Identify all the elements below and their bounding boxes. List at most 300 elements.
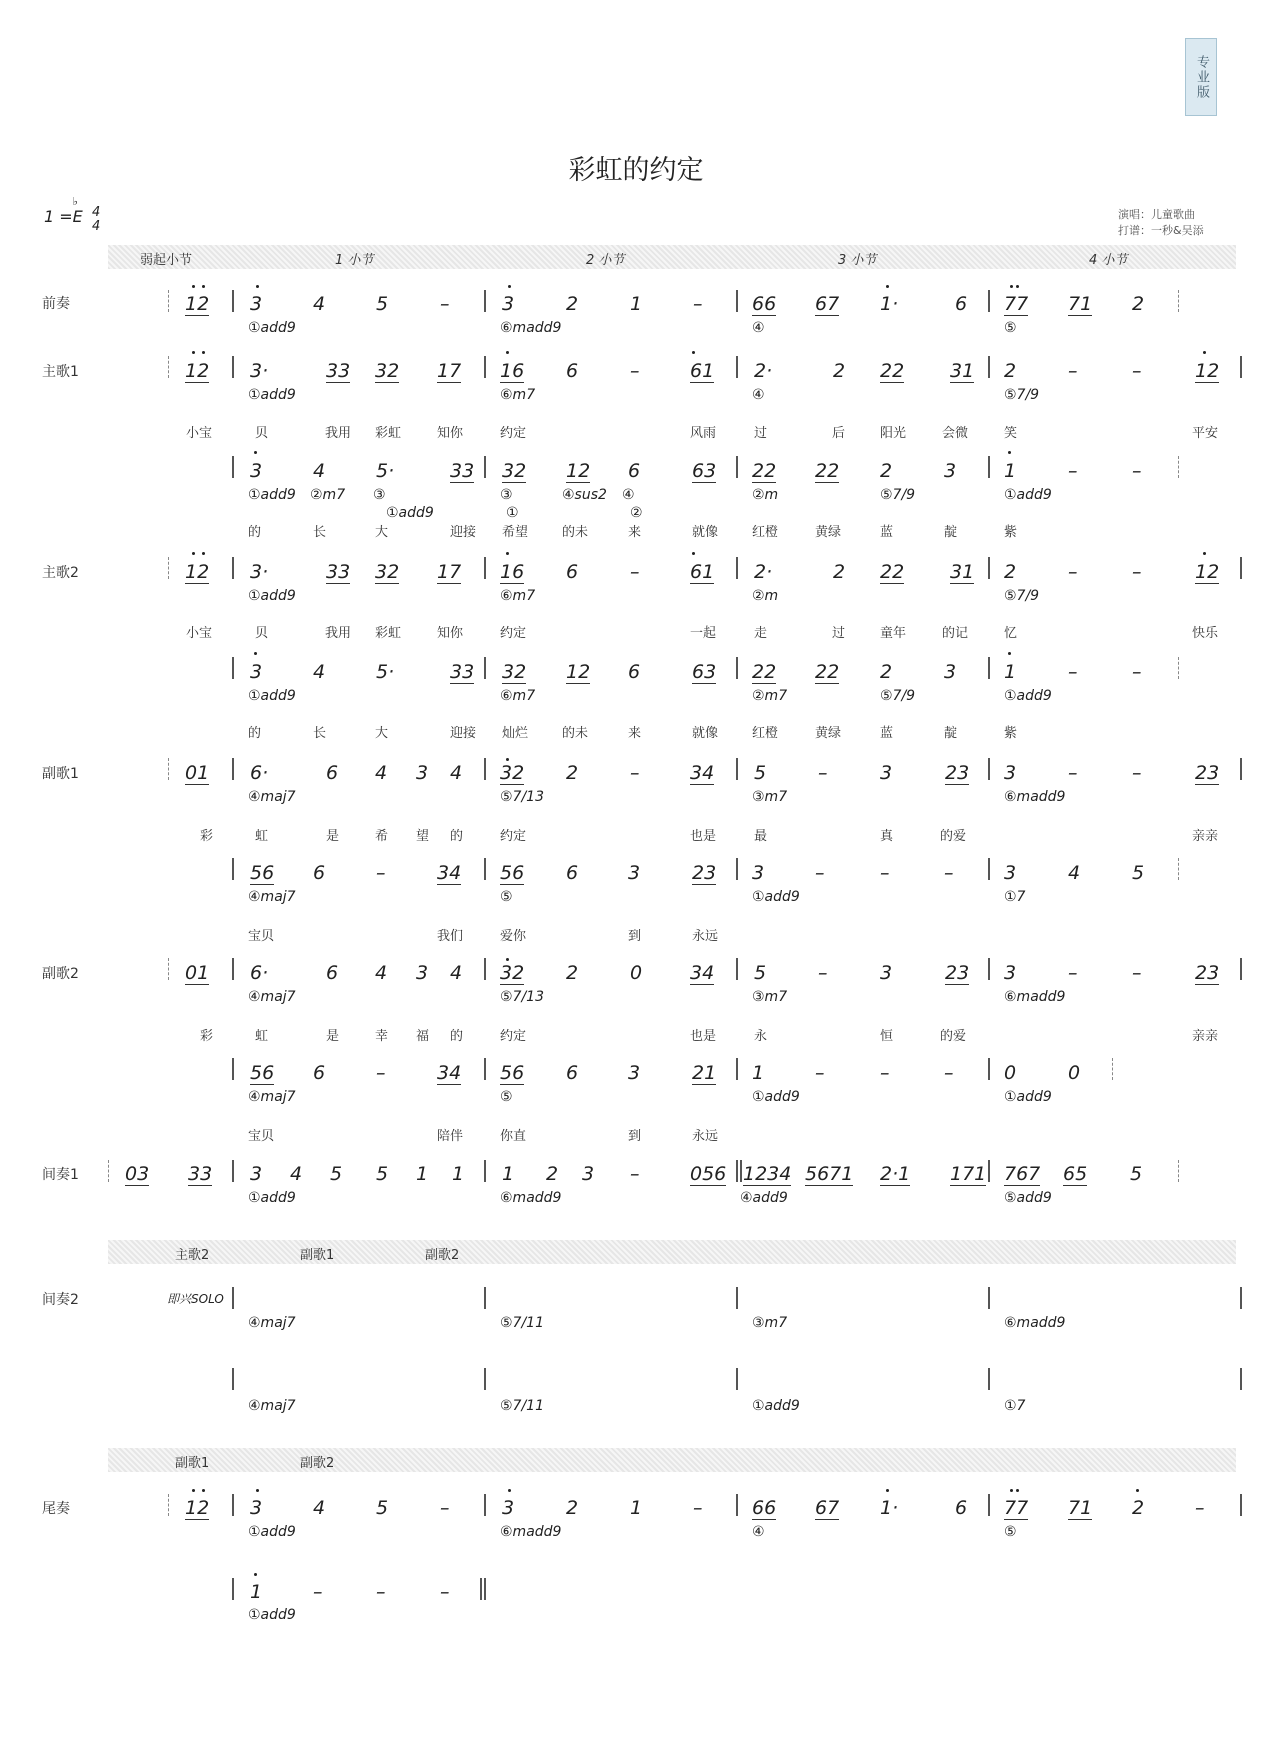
row_v1b-note: 4 [313,460,326,482]
row_v1b-lyric: 靛 [944,525,958,540]
row_v2a-note: 16 [500,561,525,583]
bar-line [484,1160,486,1182]
row_c2b-note: 0 [1004,1062,1017,1084]
row_v2b-chord: ①add9 [1004,688,1052,704]
row_v1a-note: – [1132,360,1142,382]
row_v2b-note: 2 [880,661,893,683]
row_c2b-note: 3 [628,1062,641,1084]
row_c1b-note: 56 [250,862,275,884]
row_i1-note: 1 [452,1163,465,1185]
row_c2a-lyric: 的爱 [940,1029,967,1044]
row_v2a-chord: ①add9 [248,588,296,604]
row_v1a-lyric: 平安 [1192,426,1219,441]
row_v1b-chord: ③ [373,487,386,503]
bar-line [988,356,990,378]
bar-line [988,290,990,312]
row_c2a-note: 3 [1004,962,1017,984]
row_i2b-chord: ④maj7 [248,1398,296,1414]
bar-line [232,657,234,679]
row_v1b-note: 5· [376,460,395,482]
bar-line [1240,557,1242,579]
row_c2a-note: 6 [326,962,339,984]
bar-line [736,1287,738,1309]
bar-label-3: 3 小节 [838,253,877,268]
row_v1b-note: – [1132,460,1142,482]
row_v1a-note: 3· [250,360,269,382]
bar-line [232,557,234,579]
section-band-3 [108,1448,1236,1472]
row_v1b-lyric: 大 [375,525,389,540]
row_c2b-chord: ①add9 [752,1089,800,1105]
row_v1b-chord: ④sus2 [562,487,607,503]
row_prelude-note: 3 [502,293,515,315]
row_prelude-note: – [693,293,703,315]
octave-dot [202,351,205,354]
row_c1a-note: 2 [566,762,579,784]
row_v2b-note: 3 [250,661,263,683]
row_c1a-lyric: 望 [416,829,430,844]
row_outro-note: 1· [880,1497,899,1519]
row_v1a-note: 2· [754,360,773,382]
row_v2a-lyric: 小宝 [186,626,213,641]
row_v2a-lyric: 忆 [1004,626,1018,641]
row_outro-note: 2 [1132,1497,1145,1519]
bar-line [484,958,486,980]
octave-dot [1008,652,1011,655]
row_prelude-note: 5 [376,293,389,315]
row_v1b-note: 3 [250,460,263,482]
row_v1b-note: 2 [880,460,893,482]
bar-label-band [108,245,1236,269]
row_v2b-chord: ②m7 [752,688,788,704]
row_end-note: – [440,1581,450,1603]
bar-line [736,1494,738,1516]
row_c1b-note: 3 [1004,862,1017,884]
time-signature [92,206,100,234]
row_c1a-lyric: 最 [754,829,768,844]
bar-line [232,1160,234,1182]
time-bottom: 4 [92,219,101,234]
row_v1a-lyric: 后 [832,426,846,441]
row_i1-note: 3 [250,1163,263,1185]
bar-line-dashed [108,1160,109,1182]
row_v1b-note: – [1068,460,1078,482]
row_v2a-note: – [630,561,640,583]
row_v2b-note: 33 [450,661,475,683]
row_v1b-note: 12 [566,460,591,482]
row_outro-note: 1 [630,1497,643,1519]
bar-line-dashed [168,1494,169,1516]
row_end-note: – [313,1581,323,1603]
row_v2a-note: 6 [566,561,579,583]
row_outro-note: – [693,1497,703,1519]
edition-tab: 专业版 [1185,38,1217,116]
row_v2b-lyric: 靛 [944,726,958,741]
row_prelude-chord: ④ [752,320,765,336]
row_outro-chord: ⑤ [1004,1524,1017,1540]
bar-line [1240,1368,1242,1390]
bar-line [736,1368,738,1390]
bar-line [1240,1287,1242,1309]
row_c1b-note: – [815,862,825,884]
bar-label-pickup: 弱起小节 [140,253,193,268]
row_c2a-note: – [818,962,828,984]
bar-line [988,958,990,980]
row_c1a-lyric: 亲亲 [1192,829,1219,844]
section-chorus2: 副歌2 [42,966,79,982]
row_v1b-note: 32 [502,460,527,482]
row_v1b-chord: ①add9 [248,487,296,503]
row_c1b-note: – [880,862,890,884]
bar-line [736,858,738,880]
row_c2b-note: 6 [313,1062,326,1084]
row_v1a-note: 61 [690,360,715,382]
row_v2a-note: 2· [754,561,773,583]
octave-dot [886,285,889,288]
section-outro: 尾奏 [42,1501,70,1517]
row_c1b-chord: ④maj7 [248,889,296,905]
arranger-credit: 打谱：一秒&吴添 [1118,224,1204,237]
row_prelude-note: 71 [1068,293,1093,315]
octave-dot [506,958,509,961]
row_c1b-lyric: 我们 [437,929,464,944]
key-prefix: 1 = [44,207,73,226]
octave-dot [202,552,205,555]
row_c1a-note: 6 [326,762,339,784]
row_c1a-lyric: 虹 [255,829,269,844]
row_i1-note: 5 [330,1163,343,1185]
bar-line [484,1287,486,1309]
row_v1b-lyric: 蓝 [880,525,894,540]
row_prelude-note: – [440,293,450,315]
row_c2b-note: 1 [752,1062,765,1084]
row_c2a-note: 3 [416,962,429,984]
bar-line [988,1160,990,1182]
row_c2a-lyric: 幸 [375,1029,389,1044]
row_c1b-chord: ①7 [1004,889,1026,905]
row_v2b-lyric: 灿烂 [502,726,529,741]
row_c1b-note: 3 [628,862,641,884]
row_c1a-lyric: 真 [880,829,894,844]
row_outro-note: 5 [376,1497,389,1519]
bar-line [480,1578,482,1600]
bar-line-dashed [168,557,169,579]
row_v1a-chord: ⑥m7 [500,387,536,403]
row_c2a-chord: ④maj7 [248,989,296,1005]
row_v2a-note: 12 [1195,561,1220,583]
row_i1-chord: ⑤add9 [1004,1190,1052,1206]
row_c2b-lyric: 陪伴 [437,1129,464,1144]
row_v1a-lyric: 约定 [500,426,527,441]
octave-dot [506,758,509,761]
octave-dot [256,285,259,288]
row_i1-note: 65 [1063,1163,1088,1185]
bar-line [232,1287,234,1309]
row_c2a-chord: ⑥madd9 [1004,989,1066,1005]
row_c1b-note: 56 [500,862,525,884]
section-verse1: 主歌1 [42,364,79,380]
row_i2a-chord: ⑤7/11 [500,1315,544,1331]
row_v1a-chord: ⑤7/9 [1004,387,1040,403]
row_c2a-lyric: 的 [450,1029,464,1044]
octave-dot [692,552,695,555]
bar-line [1240,1494,1242,1516]
bar-line-dashed [168,958,169,980]
bar-line [484,290,486,312]
row_v1b-note: 63 [692,460,717,482]
row_v1a-note: 12 [185,360,210,382]
row_c2b-note: – [880,1062,890,1084]
row_i1-note: 1 [502,1163,515,1185]
row_c2b-note: 6 [566,1062,579,1084]
row_c1a-note: 3 [1004,762,1017,784]
row_c2a-note: 3 [880,962,893,984]
row_c2a-note: – [1068,962,1078,984]
row_i1-note: 3 [582,1163,595,1185]
row_v1b-chord: ②m [752,487,779,503]
row_v1b-note: 6 [628,460,641,482]
bar-line [232,958,234,980]
octave-dot [192,552,195,555]
bar-line-dashed [1178,858,1179,880]
octave-dot [192,351,195,354]
row_i1-note: 5 [1130,1163,1143,1185]
row_prelude-note: 1 [630,293,643,315]
row_v1a-lyric: 风雨 [690,426,717,441]
octave-dot [506,351,509,354]
row_v1b-note: 33 [450,460,475,482]
row_c2a-note: 34 [690,962,715,984]
row_v1b-chord: ①add9 [1004,487,1052,503]
bar-line [484,1494,486,1516]
row_prelude-chord: ①add9 [248,320,296,336]
octave-dot [692,351,695,354]
row_prelude-note: 77 [1004,293,1029,315]
section-band-2 [108,1240,1236,1264]
row_c1a-note: 01 [185,762,210,784]
row_v2b-note: 32 [502,661,527,683]
row_v1a-lyric: 笑 [1004,426,1018,441]
bar-line [1240,758,1242,780]
row_i1-note: 1 [416,1163,429,1185]
octave-dot [1016,1489,1019,1492]
bar-line [484,758,486,780]
bar-line [484,1578,486,1600]
row_outro-note: 6 [955,1497,968,1519]
row_v1b-lyric: 紫 [1004,525,1018,540]
row_v2a-lyric: 快乐 [1192,626,1219,641]
octave-dot [256,1489,259,1492]
row_c1a-lyric: 是 [326,829,340,844]
bar-label-1: 1 小节 [335,253,374,268]
row_v1b-chord: ①add9 [386,505,434,521]
row_v2b-lyric: 长 [313,726,327,741]
bar-line [988,758,990,780]
row_v1a-lyric: 会微 [942,426,969,441]
row_v1a-chord: ④ [752,387,765,403]
row_v1b-note: 3 [944,460,957,482]
bar-line [232,858,234,880]
row_c2a-note: 4 [450,962,463,984]
row_v1b-lyric: 迎接 [450,525,477,540]
octave-dot [508,1489,511,1492]
row_c2b-chord: ④maj7 [248,1089,296,1105]
octave-dot [1136,1489,1139,1492]
row_v1a-note: 17 [437,360,462,382]
row_c2a-lyric: 彩 [200,1029,214,1044]
row_v2b-chord: ⑤7/9 [880,688,916,704]
row_v1a-lyric: 小宝 [186,426,213,441]
row_v1a-note: 33 [326,360,351,382]
time-top: 4 [92,205,101,220]
row_c1a-note: – [630,762,640,784]
row_v2b-lyric: 的未 [562,726,589,741]
row_v1b-chord: ② [630,505,643,521]
row_prelude-note: 66 [752,293,777,315]
row_i1-note: – [630,1163,640,1185]
octave-dot [254,652,257,655]
bar-line [988,657,990,679]
row_v1b-note: 22 [815,460,840,482]
octave-dot [886,1489,889,1492]
row_v2a-note: 61 [690,561,715,583]
row_c2a-chord: ⑤7/13 [500,989,544,1005]
row_c2b-lyric: 到 [628,1129,642,1144]
row_c1a-lyric: 希 [375,829,389,844]
row_c2b-note: 21 [692,1062,717,1084]
octave-dot [254,451,257,454]
section-prelude: 前奏 [42,296,70,312]
row_i1-note: 171 [950,1163,987,1185]
bar-line-dashed [168,356,169,378]
row_v2b-lyric: 紫 [1004,726,1018,741]
row_c1b-lyric: 宝贝 [248,929,275,944]
row_i2b-chord: ①7 [1004,1398,1026,1414]
row_outro-note: 67 [815,1497,840,1519]
bar-line [736,958,738,980]
row_c1b-note: 23 [692,862,717,884]
key-name: E [72,207,83,226]
row_c2b-note: 34 [437,1062,462,1084]
row_outro-note: 4 [313,1497,326,1519]
row_prelude-note: 2 [1132,293,1145,315]
row_c1a-note: 3 [416,762,429,784]
bar-line [736,356,738,378]
row_i1-note: 5 [376,1163,389,1185]
solo-label: 即兴SOLO [167,1292,224,1306]
row_v2a-lyric: 童年 [880,626,907,641]
row_outro-chord: ①add9 [248,1524,296,1540]
octave-dot [1010,285,1013,288]
row_c1a-note: 6· [250,762,269,784]
row_i1-note: 2 [546,1163,559,1185]
row_c1b-note: 34 [437,862,462,884]
row_v1a-note: 31 [950,360,975,382]
bar-line [232,1058,234,1080]
row_c1a-note: 3 [880,762,893,784]
row_v2a-lyric: 我用 [325,626,352,641]
row_c2a-note: 32 [500,962,525,984]
row_v1b-note: 1 [1004,460,1017,482]
row_v2a-lyric: 贝 [255,626,269,641]
row_v2b-note: 6 [628,661,641,683]
bar-line [988,1368,990,1390]
row_i1-note: 2·1 [880,1163,911,1185]
row_v2b-lyric: 黄绿 [815,726,842,741]
row_v1b-lyric: 黄绿 [815,525,842,540]
singer-credit: 演唱：儿童歌曲 [1118,208,1195,221]
row_v1b-chord: ① [506,505,519,521]
row_v1a-lyric: 我用 [325,426,352,441]
row_v1b-chord: ④ [622,487,635,503]
row_v1b-lyric: 希望 [502,525,529,540]
row_c2a-note: 23 [945,962,970,984]
row_c2b-note: – [944,1062,954,1084]
row_c1a-note: 34 [690,762,715,784]
row_c1a-note: 23 [945,762,970,784]
bar-line [736,456,738,478]
row_prelude-note: 1· [880,293,899,315]
row_i1-note: 4 [290,1163,303,1185]
row_prelude-note: 6 [955,293,968,315]
row_c1b-note: 4 [1068,862,1081,884]
row_c1b-note: – [944,862,954,884]
row_c2b-note: 56 [250,1062,275,1084]
band3-chorus1: 副歌1 [175,1456,210,1471]
row_c1a-note: – [818,762,828,784]
row_end-chord: ①add9 [248,1607,296,1623]
row_outro-note: – [440,1497,450,1519]
row_i1-note: 5671 [805,1163,854,1185]
row_c2a-note: 0 [630,962,643,984]
bar-line [484,858,486,880]
row_v1b-chord: ⑤7/9 [880,487,916,503]
row_v1a-note: 22 [880,360,905,382]
row_c2a-note: 2 [566,962,579,984]
row_c1b-note: 6 [313,862,326,884]
row_c2a-lyric: 也是 [690,1029,717,1044]
row_i1-note: 1234 [743,1163,792,1185]
row_outro-note: – [1195,1497,1205,1519]
row_v2b-lyric: 来 [628,726,642,741]
row_v2a-chord: ②m [752,588,779,604]
row_c2a-lyric: 亲亲 [1192,1029,1219,1044]
row_v1a-note: 16 [500,360,525,382]
row_c2a-note: – [1132,962,1142,984]
row_c2a-chord: ③m7 [752,989,788,1005]
bar-line [484,1058,486,1080]
row_c2a-lyric: 福 [416,1029,430,1044]
row_v2b-note: 5· [376,661,395,683]
band3-chorus2: 副歌2 [300,1456,335,1471]
row_outro-note: 66 [752,1497,777,1519]
row_c2b-note: 0 [1068,1062,1081,1084]
row_outro-chord: ⑥madd9 [500,1524,562,1540]
row_c2b-lyric: 宝贝 [248,1129,275,1144]
row_c1a-chord: ⑥madd9 [1004,789,1066,805]
row_v2b-note: 12 [566,661,591,683]
row_v1a-note: – [630,360,640,382]
row_c1a-chord: ⑤7/13 [500,789,544,805]
band2-chorus1: 副歌1 [300,1248,335,1263]
row_prelude-note: 3 [250,293,263,315]
bar-line [988,1058,990,1080]
row_c1a-lyric: 彩 [200,829,214,844]
row_c2a-lyric: 约定 [500,1029,527,1044]
bar-line [736,290,738,312]
row_c2a-note: 4 [375,962,388,984]
row_v1a-chord: ①add9 [248,387,296,403]
